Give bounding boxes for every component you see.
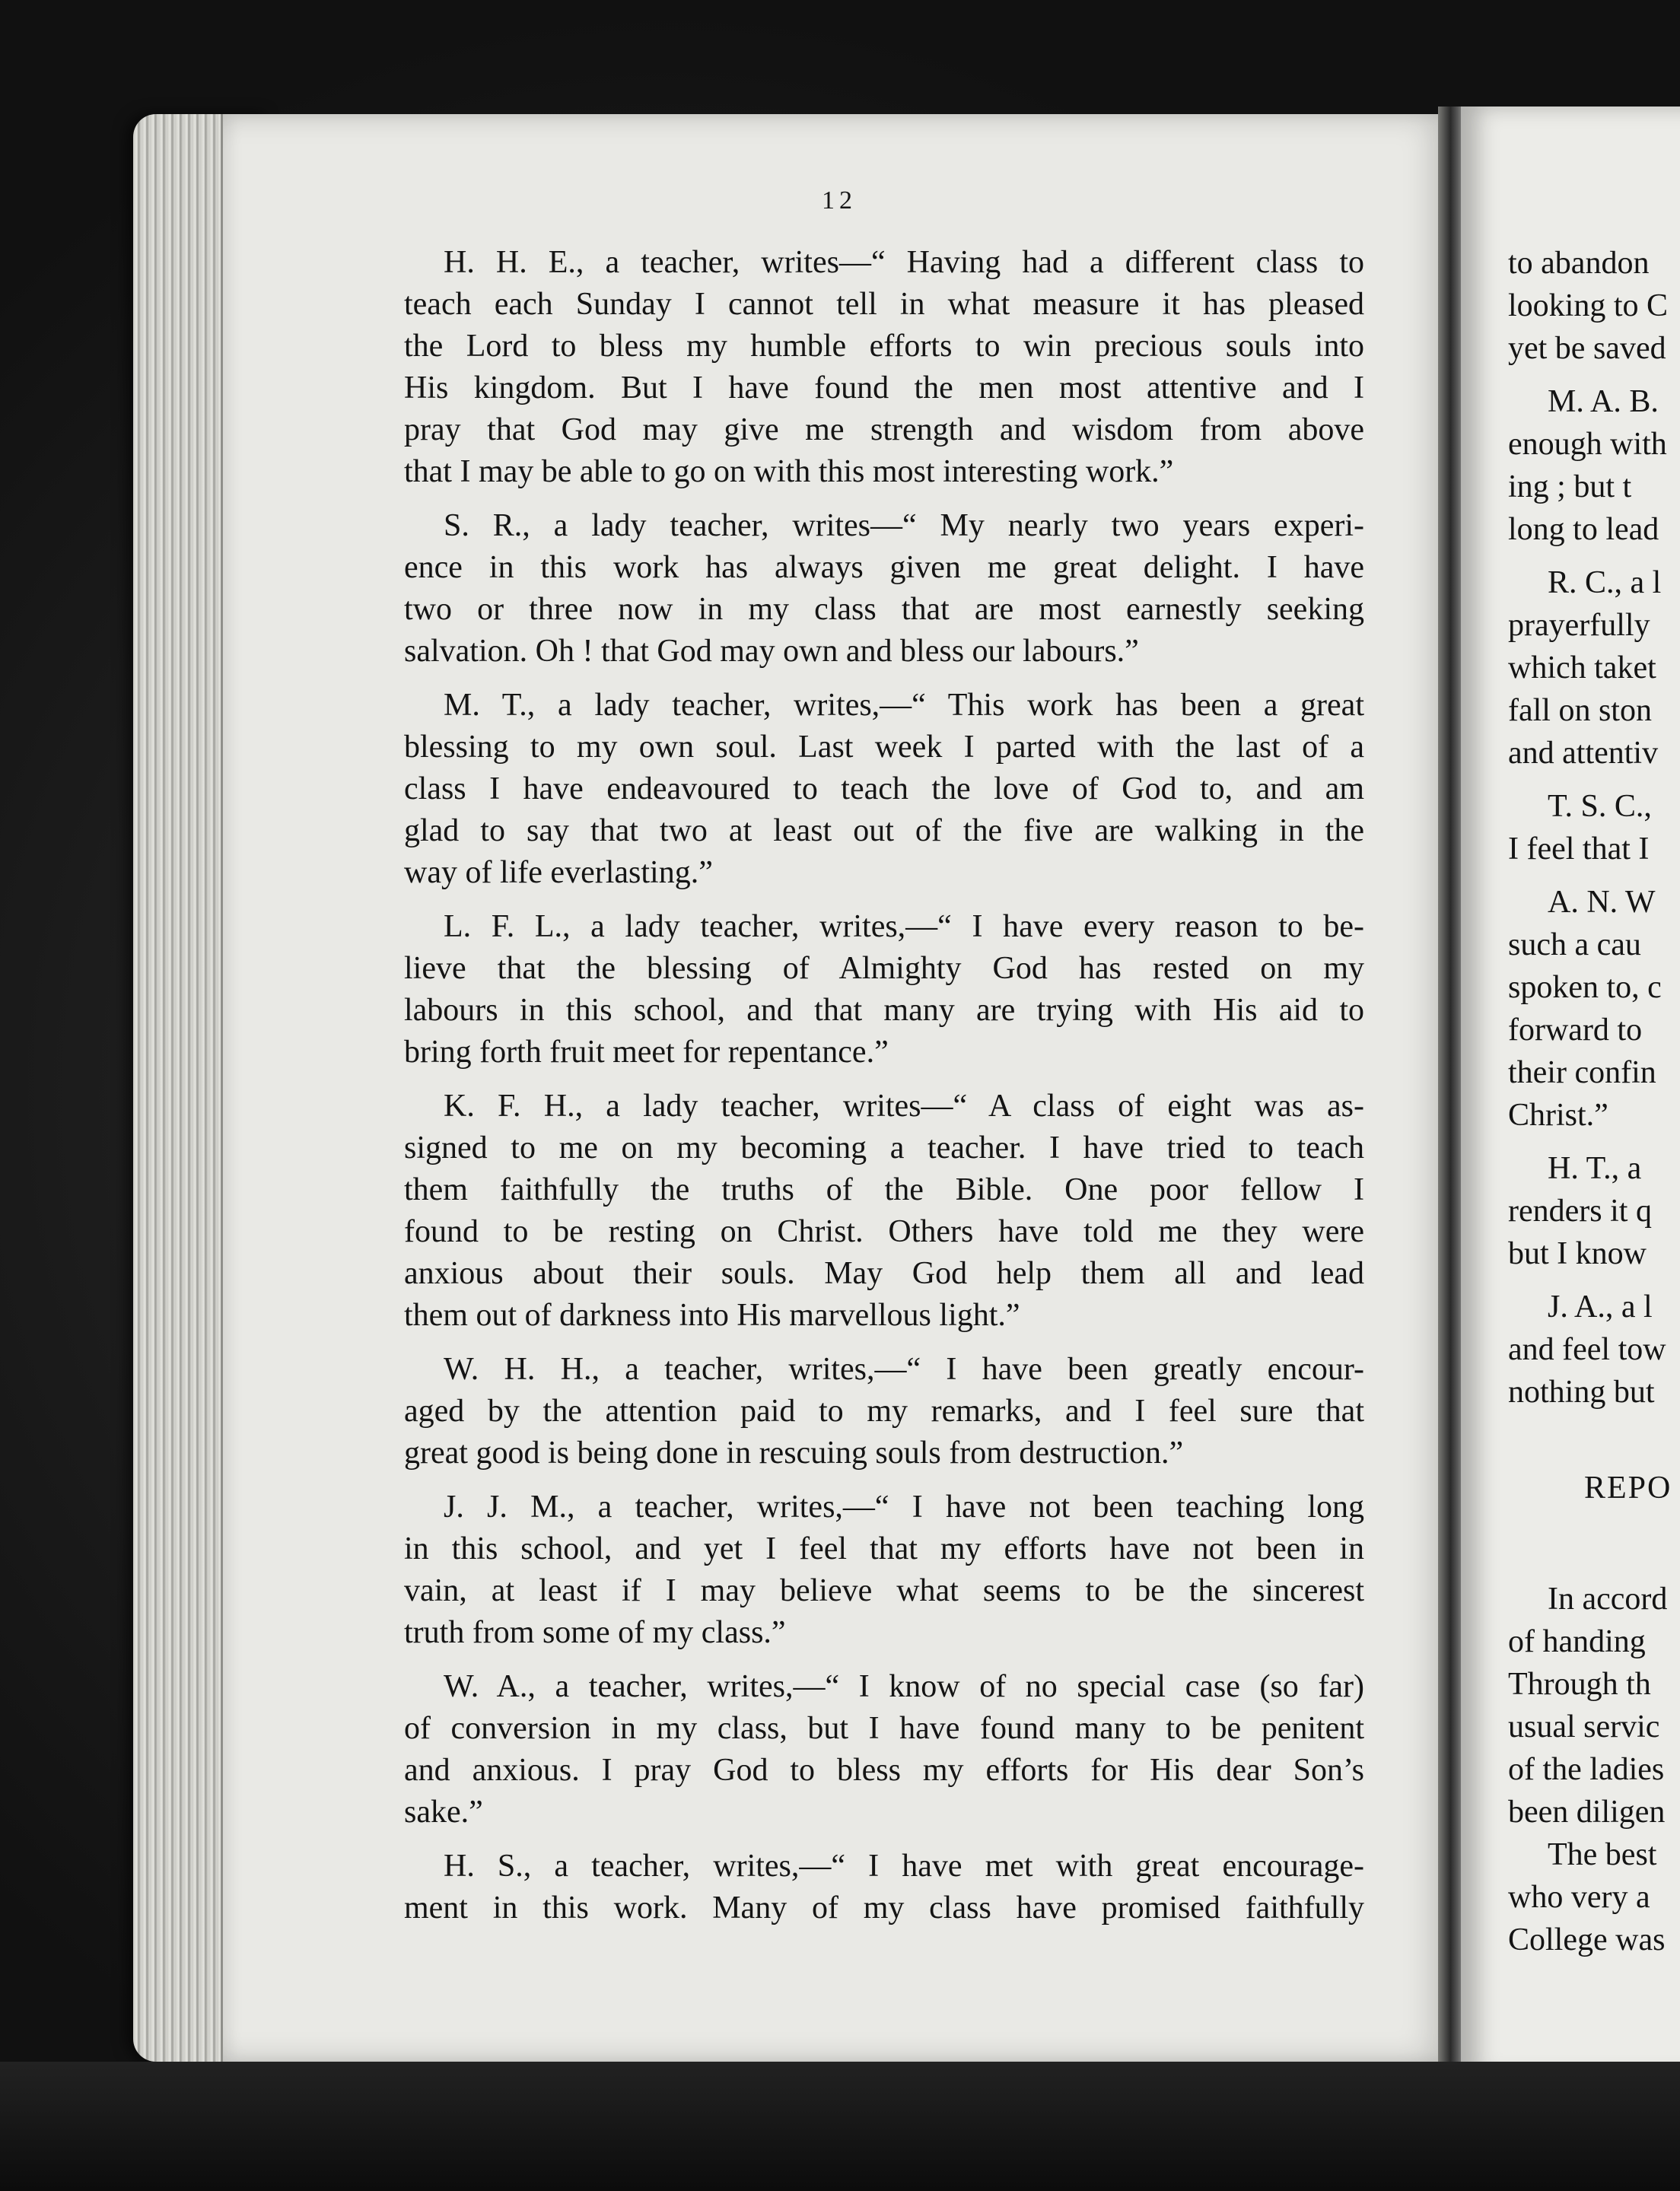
text-fragment: been diligen: [1508, 1795, 1666, 1830]
text-line: of conversion in my class, but I have found many to be penitent: [404, 1711, 1364, 1746]
testimony-paragraph: [404, 1487, 1364, 1654]
text-fragment: prayerfully: [1508, 608, 1650, 643]
text-fragment: of handing: [1508, 1624, 1646, 1659]
text-line: pray that God may give me strength and wisdom from above: [404, 412, 1364, 447]
text-line: that I may be able to go on with this most interesting work.”: [404, 454, 1174, 489]
text-fragment: long to lead: [1508, 512, 1659, 547]
testimony-paragraph: [404, 1086, 1364, 1337]
text-line: ment in this work. Many of my class have promised faithfully: [404, 1890, 1364, 1925]
text-line: and anxious. I pray God to bless my efforts for His dear Son’s: [404, 1753, 1364, 1788]
text-line: lieve that the blessing of Almighty God has rested on my: [404, 951, 1364, 986]
text-fragment: yet be saved: [1508, 331, 1666, 366]
text-fragment: to abandon: [1508, 246, 1650, 281]
section-heading: REPO: [1584, 1471, 1672, 1506]
text-fragment: Through th: [1508, 1667, 1651, 1702]
text-fragment: usual servic: [1508, 1709, 1660, 1744]
right-page-body: [1508, 242, 1680, 1961]
text-fragment: J. A., a l: [1548, 1289, 1653, 1324]
text-line: anxious about their souls. May God help them all and lead: [404, 1256, 1364, 1291]
text-line: them faithfully the truths of the Bible. One poor fellow I: [404, 1172, 1364, 1207]
text-fragment: T. S. C.,: [1548, 789, 1652, 824]
text-fragment: R. C., a l: [1548, 565, 1662, 600]
text-line: sake.”: [404, 1795, 483, 1830]
text-fragment: and attentiv: [1508, 736, 1659, 771]
text-line: them out of darkness into His marvellous light.”: [404, 1298, 1020, 1333]
text-line: K. F. H., a lady teacher, writes—“ A class of eight was as-: [444, 1089, 1364, 1124]
text-line: H. H. E., a teacher, writes—“ Having had a different class to: [444, 245, 1364, 280]
text-fragment: who very a: [1508, 1880, 1650, 1915]
text-fragment: their confin: [1508, 1055, 1656, 1090]
text-fragment: such a cau: [1508, 927, 1641, 962]
page-number: 12: [822, 186, 857, 215]
text-fragment: which taket: [1508, 650, 1656, 685]
text-fragment: of the ladies: [1508, 1752, 1665, 1787]
text-fragment: nothing but: [1508, 1375, 1655, 1410]
text-fragment: The best: [1548, 1837, 1657, 1872]
text-line: W. A., a teacher, writes,—“ I know of no special case (so far): [444, 1669, 1364, 1704]
text-line: great good is being done in rescuing souls from destruction.”: [404, 1436, 1184, 1471]
text-fragment: H. T., a: [1548, 1151, 1642, 1186]
text-fragment: enough with: [1508, 427, 1667, 462]
testimony-paragraph: [404, 242, 1364, 493]
text-line: way of life everlasting.”: [404, 855, 713, 890]
text-line: glad to say that two at least out of the five are walking in the: [404, 813, 1364, 848]
text-line: bring forth fruit meet for repentance.”: [404, 1035, 889, 1070]
text-line: H. S., a teacher, writes,—“ I have met with great encourage-: [444, 1849, 1364, 1884]
left-page-body: [404, 242, 1364, 1941]
text-fragment: fall on ston: [1508, 693, 1652, 728]
text-line: truth from some of my class.”: [404, 1615, 786, 1650]
right-page: [1461, 107, 1680, 2077]
text-fragment: Christ.”: [1508, 1098, 1608, 1133]
text-fragment: ing ; but t: [1508, 469, 1632, 504]
testimony-paragraph: [404, 1846, 1364, 1929]
left-page: [221, 114, 1456, 2062]
text-line: S. R., a lady teacher, writes—“ My nearly two years experi-: [444, 508, 1364, 543]
testimony-paragraph: [404, 1349, 1364, 1474]
text-line: M. T., a lady teacher, writes,—“ This work has been a great: [444, 688, 1364, 723]
text-fragment: and feel tow: [1508, 1332, 1666, 1367]
text-line: W. H. H., a teacher, writes,—“ I have been greatly encour-: [444, 1352, 1364, 1387]
text-fragment: College was: [1508, 1922, 1666, 1957]
text-line: found to be resting on Christ. Others have told me they were: [404, 1214, 1364, 1249]
testimony-paragraph: [404, 906, 1364, 1073]
text-line: His kingdom. But I have found the men most attentive and I: [404, 370, 1364, 405]
text-line: aged by the attention paid to my remarks, and I feel sure that: [404, 1394, 1364, 1429]
text-line: two or three now in my class that are most earnestly seeking: [404, 592, 1364, 627]
text-fragment: renders it q: [1508, 1194, 1652, 1229]
text-fragment: M. A. B.: [1548, 384, 1659, 419]
text-line: J. J. M., a teacher, writes,—“ I have not been teaching long: [444, 1490, 1364, 1525]
testimony-paragraph: [404, 685, 1364, 894]
text-fragment: looking to C: [1508, 288, 1669, 323]
text-fragment: but I know: [1508, 1236, 1647, 1271]
text-fragment: forward to: [1508, 1013, 1643, 1048]
testimony-paragraph: [404, 505, 1364, 673]
book-bottom-edge: [0, 2062, 1680, 2191]
text-line: salvation. Oh ! that God may own and bless our labours.”: [404, 634, 1139, 669]
text-fragment: A. N. W: [1548, 885, 1656, 920]
text-fragment: In accord: [1548, 1582, 1668, 1617]
text-line: blessing to my own soul. Last week I parted with the last of a: [404, 730, 1364, 765]
text-line: ence in this work has always given me great delight. I have: [404, 550, 1364, 585]
text-fragment: I feel that I: [1508, 832, 1650, 867]
text-line: labours in this school, and that many are trying with His aid to: [404, 993, 1364, 1028]
text-line: class I have endeavoured to teach the love of God to, and am: [404, 771, 1364, 806]
text-line: teach each Sunday I cannot tell in what measure it has pleased: [404, 287, 1364, 322]
testimony-paragraph: [404, 1666, 1364, 1833]
text-line: the Lord to bless my humble efforts to win precious souls into: [404, 329, 1364, 364]
text-line: signed to me on my becoming a teacher. I have tried to teach: [404, 1130, 1364, 1165]
text-line: L. F. L., a lady teacher, writes,—“ I have every reason to be-: [444, 909, 1364, 944]
text-line: vain, at least if I may believe what seems to be the sincerest: [404, 1573, 1364, 1608]
text-fragment: spoken to, c: [1508, 970, 1662, 1005]
text-line: in this school, and yet I feel that my efforts have not been in: [404, 1531, 1364, 1566]
